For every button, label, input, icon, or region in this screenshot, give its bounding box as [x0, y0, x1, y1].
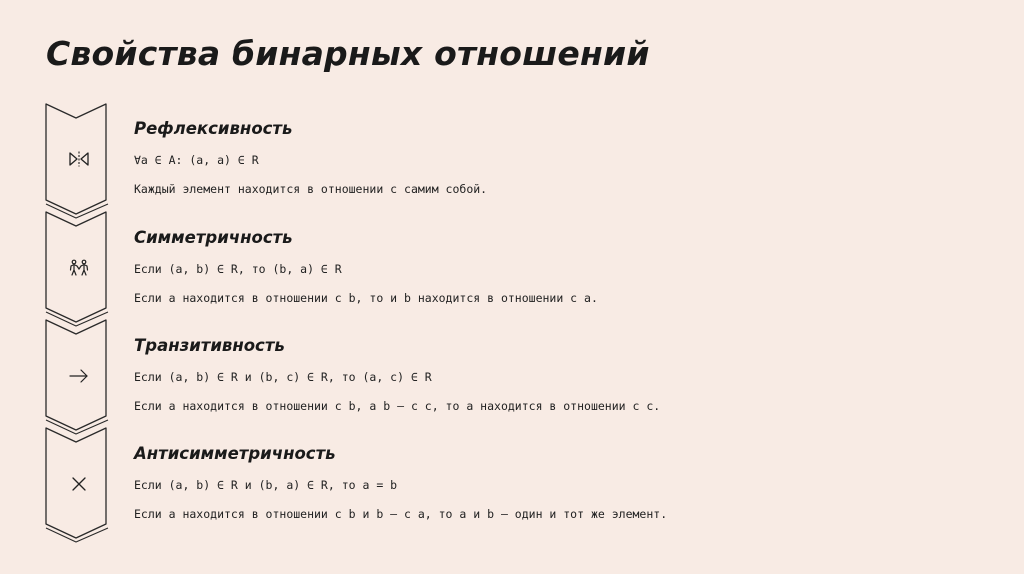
- property-formula: Если (a, b) ∈ R и (b, c) ∈ R, то (a, c) ∈ R: [134, 370, 432, 384]
- property-antisymmetry: [134, 444, 994, 521]
- arrow-right-icon: [45, 365, 113, 387]
- property-symmetry: [134, 228, 994, 305]
- cross-icon: [45, 473, 113, 495]
- property-formula: Если (a, b) ∈ R и (b, a) ∈ R, то a = b: [134, 478, 398, 492]
- property-transitivity: [134, 336, 994, 413]
- slide-title: Свойства бинарных отношений: [46, 34, 650, 73]
- property-formula: Если (a, b) ∈ R, то (b, a) ∈ R: [134, 262, 342, 276]
- property-reflexivity: [134, 119, 994, 196]
- property-title: Рефлексивность: [134, 119, 293, 138]
- property-description: Если a находится в отношении с b, а b – с c, то a находится в отношении с c.: [134, 399, 661, 413]
- property-description: Каждый элемент находится в отношении с самим собой.: [134, 182, 488, 196]
- reflection-icon: [45, 148, 113, 170]
- property-title: Транзитивность: [134, 336, 285, 355]
- property-title: Симметричность: [134, 228, 293, 247]
- chevron-frame-4-shadow: [46, 528, 108, 542]
- property-title: Антисимметричность: [134, 444, 336, 463]
- property-description: Если a находится в отношении с b и b – с a, то a и b – один и тот же элемент.: [134, 507, 668, 521]
- people-icon: [45, 257, 113, 279]
- property-formula: ∀a ∈ A: (a, a) ∈ R: [134, 153, 259, 167]
- property-description: Если a находится в отношении с b, то и b находится в отношении с a.: [134, 291, 598, 305]
